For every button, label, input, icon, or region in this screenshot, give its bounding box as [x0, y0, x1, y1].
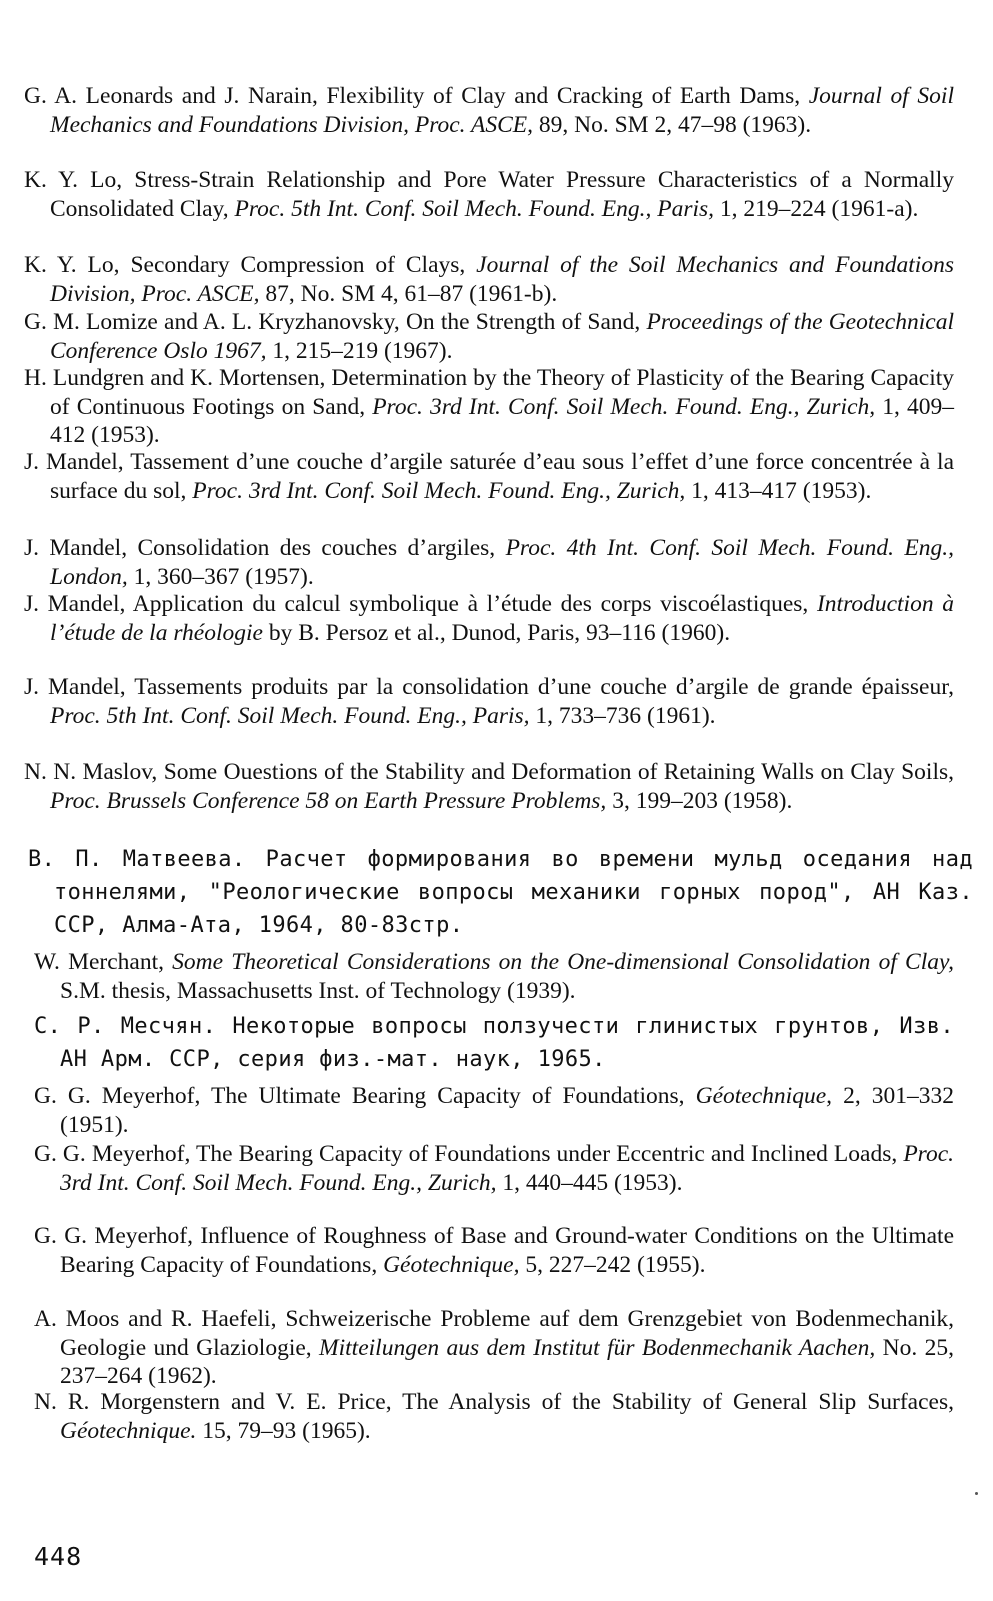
ref-author: H. Lundgren and K. Mortensen,	[24, 365, 332, 391]
ref-title: The Analysis of the Stability of General Slip Surfaces,	[402, 1389, 954, 1415]
ref-title: С. Р. Месчян. Некоторые вопросы ползучести глинистых грунтов, Изв. АН Арм. ССР, серия физ.-мат. наук, 1965.	[34, 1014, 954, 1072]
ref-author: J. Mandel,	[24, 674, 135, 700]
page-number: 448	[34, 1542, 83, 1571]
reference-entry	[24, 758, 954, 815]
ref-title: Tassement d’une couche d’argile saturée d’eau sous l’effet d’une force concentrée à la surface du sol,	[50, 449, 954, 504]
ref-author: G. A. Leonards and J. Narain,	[24, 83, 327, 109]
ref-author: W. Merchant,	[34, 949, 173, 975]
ref-title: Consolidation des couches d’argiles,	[137, 535, 506, 561]
reference-entry	[24, 308, 954, 365]
reference-entry	[24, 166, 954, 223]
ref-details: 3, 199–203 (1958).	[606, 787, 793, 814]
ref-details: by B. Persoz et al., Dunod, Paris, 93–116 (1960).	[262, 619, 731, 646]
ref-author: J. Mandel,	[24, 535, 138, 561]
ref-details: No. 25, 237–264 (1962).	[60, 1334, 954, 1389]
ref-source: Mitteilungen aus dem Institut für Bodenmechanik Aachen,	[319, 1334, 876, 1361]
ref-author: N. R. Morgenstern and V. E. Price,	[34, 1389, 403, 1415]
ref-details: 2, 301–332 (1951).	[60, 1083, 954, 1138]
ref-source: Proc. 4th Int. Conf. Soil Mech. Found. Eng., London,	[50, 535, 954, 590]
ref-details: 1, 733–736 (1961).	[529, 702, 716, 729]
ref-source: Proc. Brussels Conference 58 on Earth Pressure Problems,	[50, 787, 607, 814]
ref-author: G. G. Meyerhof,	[34, 1141, 196, 1167]
reference-entry	[24, 673, 954, 730]
ref-author: A. Moos and R. Haefeli,	[34, 1306, 286, 1332]
ref-author: N. N. Maslov,	[24, 759, 164, 785]
reference-entry	[28, 843, 973, 942]
ref-title: On the Strength of Sand,	[405, 309, 647, 335]
ref-title: The Ultimate Bearing Capacity of Foundations,	[210, 1083, 696, 1109]
ref-source: Some Theoretical Considerations on the One-dimensional Consolidation of Clay,	[172, 949, 954, 975]
ref-title: Flexibility of Clay and Cracking of Earth Dams,	[326, 83, 809, 109]
ref-source: Proc. 5th Int. Conf. Soil Mech. Found. Eng., Paris,	[50, 702, 530, 729]
ref-author: K. Y. Lo,	[24, 167, 135, 193]
ref-source: Géotechnique,	[383, 1251, 520, 1278]
stray-mark	[975, 1492, 978, 1495]
ref-author: J. Mandel,	[24, 449, 131, 475]
ref-title: Some Ouestions of the Stability and Deformation of Retaining Walls on Clay Soils,	[163, 759, 955, 785]
reference-entry	[34, 948, 954, 1005]
ref-title: Application du calcul symbolique à l’étude des corps viscoélastiques,	[132, 591, 817, 617]
reference-entry	[34, 1082, 954, 1139]
ref-author: G. G. Meyerhof,	[34, 1223, 201, 1249]
ref-details: 1, 440–445 (1953).	[496, 1169, 683, 1196]
ref-author: J. Mandel,	[24, 591, 133, 617]
ref-details: 87, No. SM 4, 61–87 (1961-b).	[259, 280, 558, 307]
ref-source: Proc. 3rd Int. Conf. Soil Mech. Found. Eng., Zurich,	[60, 1141, 954, 1196]
ref-details: 1, 360–367 (1957).	[127, 563, 314, 590]
ref-author: K. Y. Lo,	[24, 252, 131, 278]
reference-entry	[34, 1388, 954, 1445]
ref-details: 1, 409–412 (1953).	[50, 393, 954, 448]
ref-details: 5, 227–242 (1955).	[519, 1251, 706, 1278]
ref-source: Introduction à l’étude de la rhéologie	[50, 591, 954, 646]
ref-details: 1, 413–417 (1953).	[685, 477, 872, 504]
ref-title: Schweizerische Probleme auf dem Grenzgebiet von Bodenmechanik, Geologie und Glaziologie,	[60, 1306, 954, 1361]
reference-entry	[34, 1305, 954, 1391]
ref-source: Géotechnique,	[695, 1083, 833, 1109]
ref-title: Influence of Roughness of Base and Ground-water Conditions on the Ultimate Bearing Capacity of Foundations,	[60, 1223, 955, 1278]
reference-entry	[34, 1010, 954, 1076]
reference-entry	[24, 82, 954, 139]
ref-title: Tassements produits par la consolidation d’une couche d’argile de grande épaisseur,	[134, 674, 954, 700]
reference-entry	[34, 1222, 954, 1279]
reference-entry	[24, 590, 954, 647]
reference-entry	[34, 1140, 954, 1197]
ref-source: Journal of the Soil Mechanics and Foundations Division, Proc. ASCE,	[50, 252, 954, 307]
ref-source: Proc. 3rd Int. Conf. Soil Mech. Found. Eng., Zurich,	[192, 477, 686, 504]
ref-source: Géotechnique.	[60, 1417, 197, 1444]
ref-details: 1, 215–219 (1967).	[266, 337, 453, 364]
ref-details: 89, No. SM 2, 47–98 (1963).	[533, 111, 812, 138]
ref-author: G. M. Lomize and A. L. Kryzhanovsky,	[24, 309, 406, 335]
ref-title: Stress-Strain Relationship and Pore Water Pressure Characteristics of a Normally Consolidated Clay,	[50, 167, 954, 222]
reference-entry	[24, 364, 954, 450]
ref-title: Determination by the Theory of Plasticity of the Bearing Capacity of Continuous Footings on Sand,	[50, 365, 954, 420]
reference-entry	[24, 448, 954, 505]
ref-details: 15, 79–93 (1965).	[196, 1417, 371, 1444]
ref-source: Proc. 3rd Int. Conf. Soil Mech. Found. Eng., Zurich,	[372, 393, 876, 420]
ref-source: Proc. 5th Int. Conf. Soil Mech. Found. Eng., Paris,	[234, 195, 715, 222]
reference-entry	[24, 534, 954, 591]
ref-title: The Bearing Capacity of Foundations under Eccentric and Inclined Loads,	[196, 1141, 904, 1167]
ref-source: Proceedings of the Geotechnical Conference Oslo 1967,	[50, 309, 954, 364]
ref-author: G. G. Meyerhof,	[34, 1083, 211, 1109]
reference-entry	[24, 251, 954, 308]
ref-details: 1, 219–224 (1961-a).	[714, 195, 919, 222]
ref-details: S.M. thesis, Massachusetts Inst. of Technology (1939).	[60, 977, 576, 1004]
ref-title: Secondary Compression of Clays,	[130, 252, 477, 278]
ref-title: В. П. Матвеева. Расчет формирования во времени мульд оседания над тоннелями, "Реологические вопросы механики горных пород", АН Каз. ССР, Алма-Ата, 1964, 80-83стр.	[28, 847, 973, 938]
ref-source: Journal of Soil Mechanics and Foundations Division, Proc. ASCE,	[50, 83, 954, 138]
